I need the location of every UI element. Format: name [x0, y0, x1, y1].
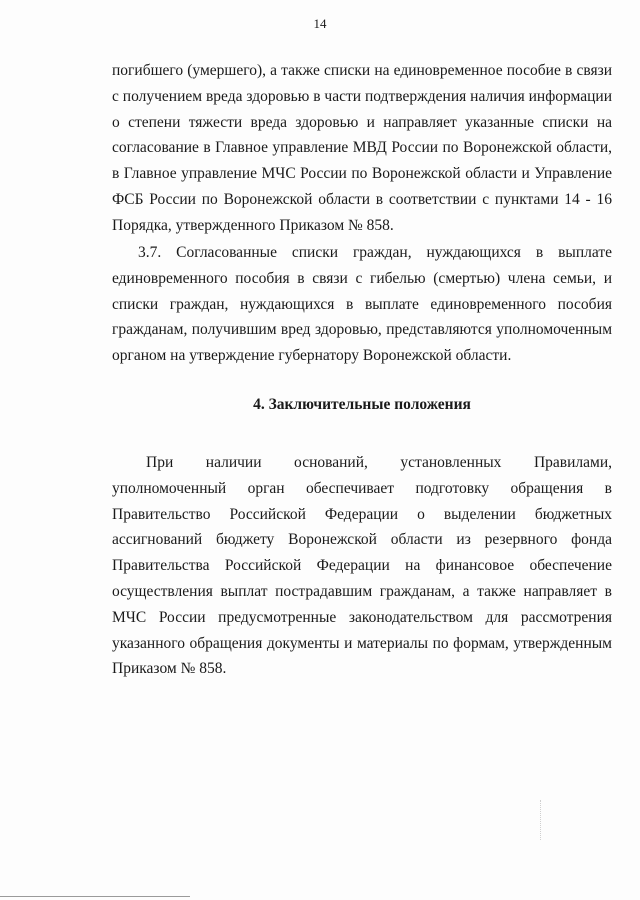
scan-artifact [540, 800, 555, 840]
page-number: 14 [313, 16, 327, 31]
paragraph-section-4 [112, 450, 612, 682]
scan-edge-line [0, 896, 190, 897]
paragraph-section-4-text: При наличии оснований, установленных Правилами, уполномоченный орган обеспечивает подготовку обращения в Правительство Российской Федерации о выделении бюджетных ассигнований бюджету Воронежской области из резервного фонда Правительства Российской Федерации на финансовое обеспечение осуществления выплат пострадавшим гражданам, а также направляет в МЧС России предусмотренные законодательством для рассмотрения указанного обращения документы и материалы по формам, утвержденным Приказом № 858. [112, 454, 612, 678]
paragraph-clause-3-7 [112, 240, 612, 369]
paragraph-clause-3-7-text: 3.7. Согласованные списки граждан, нуждающихся в выплате единовременного пособия в связи с гибелью (смертью) члена семьи, и списки граждан, нуждающихся в выплате единовременного пособия гражданам, получившим вред здоровью, представляются уполномоченным органом на утверждение губернатору Воронежской области. [112, 244, 612, 365]
paragraph-continuation-text: погибшего (умершего), а также списки на единовременное пособие в связи с получением вреда здоровью в части подтверждения наличия информации о степени тяжести вреда здоровью и направляет указанные списки на согласование в Главное управление МВД России по Воронежской области, в Главное управление МЧС России по Воронежской области и Управление ФСБ России по Воронежской области в соответствии с пунктами 14 - 16 Порядка, утвержденного Приказом № 858. [112, 62, 612, 234]
paragraph-continuation [112, 58, 612, 239]
section-4-heading: 4. Заключительные положения [253, 396, 471, 413]
